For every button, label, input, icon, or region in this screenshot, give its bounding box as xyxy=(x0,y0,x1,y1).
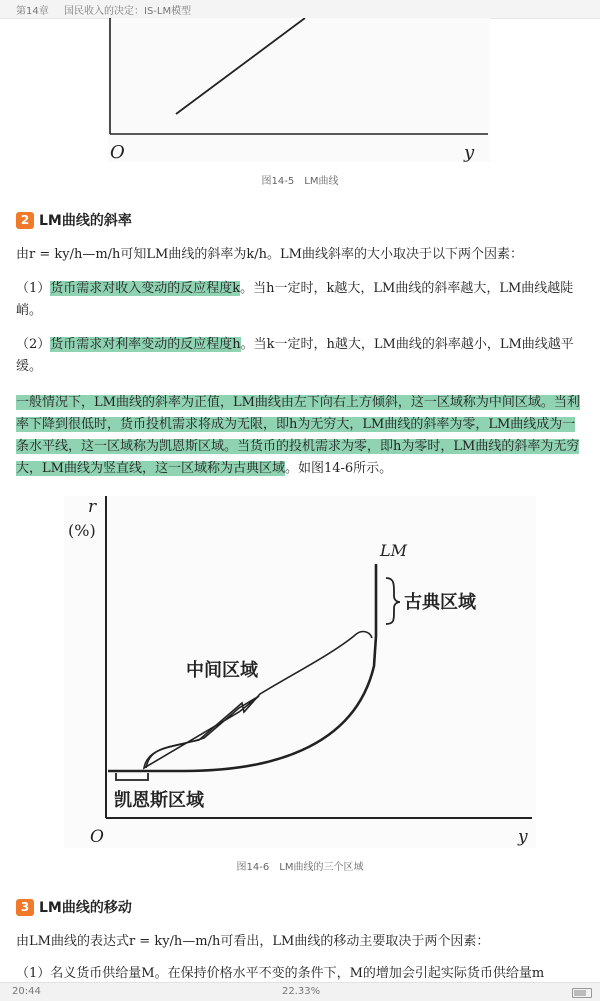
factor-1-prefix: （1） xyxy=(16,281,51,296)
shift-intro: 由LM曲线的表达式r = ky/h—m/h可看出，LM曲线的移动主要取决于两个因素： xyxy=(16,934,490,949)
section-number-badge: 3 xyxy=(16,899,34,916)
section-title: LM曲线的移动 xyxy=(39,900,132,916)
slope-general-paragraph xyxy=(16,392,582,480)
y-axis-label: r xyxy=(88,497,97,517)
reader-header xyxy=(0,0,600,19)
y-axis-unit: (%) xyxy=(68,521,96,540)
section-number-badge: 2 xyxy=(16,212,34,229)
chapter-title: 国民收入的决定：IS-LM模型 xyxy=(64,6,192,17)
reader-status-bar xyxy=(0,982,600,1001)
shift-item-1: （1）名义货币供给量M。在保持价格水平不变的条件下，M的增加会引起实际货币供给量m xyxy=(16,966,545,981)
factor-2-text: 。当k一定时，h越大，LM曲线的斜率越小，LM曲线越平缓。 xyxy=(16,337,574,374)
slope-intro: 由r = ky/h—m/h可知LM曲线的斜率为k/h。LM曲线斜率的大小取决于以下两个因素： xyxy=(16,247,523,262)
clock: 20:44 xyxy=(12,986,41,997)
figure1-caption: 图14-5 LM曲线 xyxy=(261,176,339,187)
slope-factor-2 xyxy=(16,334,582,378)
general-highlight: 一般情况下，LM曲线的斜率为正值，LM曲线由左下向右上方倾斜，这一区域称为中间区域。当利率下降到很低时，货币投机需求将成为无限，即h为无穷大，LM曲线的斜率为零，LM曲线成为一条水平线，这一区域称为凯恩斯区域。当货币的投机需求为零，即h为零时，LM曲线的斜率为无穷大，LM曲线为竖直线，这一区域称为古典区域 xyxy=(16,395,580,476)
classical-region-label: 古典区域 xyxy=(404,592,476,613)
reading-progress: 22.33% xyxy=(282,986,321,997)
section-heading-shift xyxy=(16,897,132,917)
section-title: LM曲线的斜率 xyxy=(39,213,132,229)
origin-label: O xyxy=(110,142,125,163)
origin-label: O xyxy=(90,827,104,847)
x-axis-label: y xyxy=(464,142,475,163)
section-heading-slope xyxy=(16,210,132,230)
slope-factor-1 xyxy=(16,278,582,322)
figure-lm-three-regions xyxy=(64,496,536,848)
factor-1-highlight: 货币需求对收入变动的反应程度k xyxy=(50,281,241,296)
figure2-caption: 图14-6 LM曲线的三个区域 xyxy=(236,862,364,873)
figure-background xyxy=(108,18,490,162)
factor-1-text: 。当h一定时，k越大，LM曲线的斜率越大，LM曲线越陡峭。 xyxy=(16,281,574,318)
chapter-label: 第14章 xyxy=(16,6,49,17)
intermediate-region-label: 中间区域 xyxy=(186,660,258,681)
x-axis-label: y xyxy=(518,827,528,847)
factor-2-prefix: （2） xyxy=(16,337,51,352)
battery-icon xyxy=(572,988,592,998)
figure-lm-curve xyxy=(100,18,500,166)
factor-2-highlight: 货币需求对利率变动的反应程度h xyxy=(50,337,241,352)
keynesian-region-label: 凯恩斯区域 xyxy=(114,790,204,811)
general-text: 。如图14-6所示。 xyxy=(284,461,393,476)
lm-curve-label: LM xyxy=(380,541,408,560)
